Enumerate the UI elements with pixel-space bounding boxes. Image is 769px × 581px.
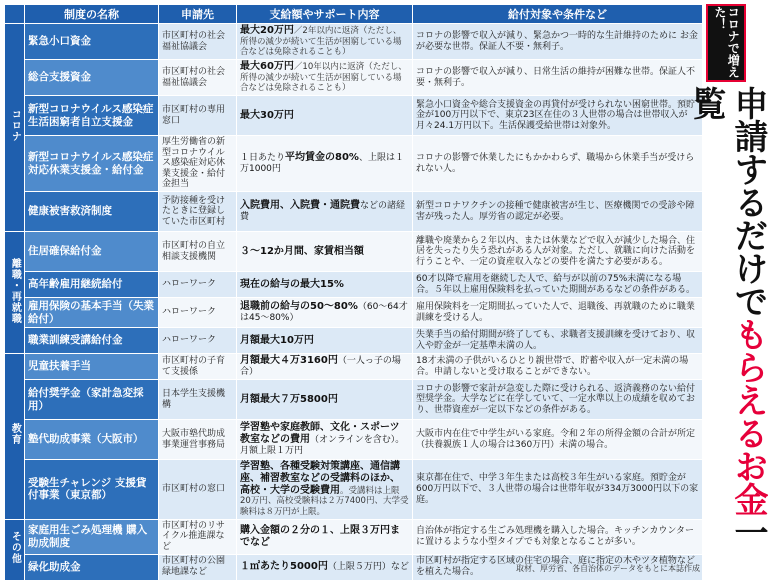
table-row: [5, 460, 703, 520]
row-dept: 市区町村の自立相談支援機関: [159, 232, 237, 272]
row-condition: 失業手当の給付期間が終了しても、求職者支援訓練を受けており、収入や貯金が一定基準未満の人。: [413, 328, 703, 354]
row-support: 学習塾や家庭教師、文化・スポーツ教室などの費用（オンラインを含む）。月額上限１万円: [237, 420, 413, 460]
table-row: [5, 354, 703, 380]
row-dept: 市区町村の専用窓口: [159, 96, 237, 136]
row-support: 最大30万円: [237, 96, 413, 136]
table-row: [5, 328, 703, 354]
category-corona: コロナ: [5, 24, 25, 232]
row-support: 最大60万円／10年以内に返済（ただし、所得の減少が続いて生活が困窮している場合などは免除されることも）: [237, 60, 413, 96]
row-condition: 60才以降で雇用を継続した人で、給与が以前の75%未満になる場合。５年以上雇用保険料を払っていた期間があるなどの条件がある。: [413, 272, 703, 298]
row-condition: 自治体が指定する生ごみ処理機を購入した場合。キッチンカウンターに置けるような小型タイプでも対象となることが多い。: [413, 519, 703, 554]
table-row: [5, 96, 703, 136]
headline-part3: 一覧: [686, 86, 768, 548]
header-support: 支給額やサポート内容: [237, 5, 413, 24]
row-condition: コロナの影響で休業したにもかかわらず、職場から休業手当が受けられない人。: [413, 136, 703, 192]
row-name: 家庭用生ごみ処理機 購入助成制度: [25, 519, 159, 554]
row-name: 給付奨学金（家計急変採用）: [25, 380, 159, 420]
row-support: 入院費用、入院費・通院費などの諸経費: [237, 192, 413, 232]
row-dept: 市区町村の社会福祉協議会: [159, 60, 237, 96]
source-note: 取材、厚労省、各自治体のデータをもとに本誌作成: [516, 564, 700, 573]
row-dept: 市区町村の社会福祉協議会: [159, 24, 237, 60]
table-row: [5, 380, 703, 420]
header-condition: 給付対象や条件など: [413, 5, 703, 24]
side-title: [686, 4, 768, 574]
row-dept: ハローワーク: [159, 298, 237, 328]
row-name: 受験生チャレンジ 支援貸付事業（東京都）: [25, 460, 159, 520]
table-row: [5, 192, 703, 232]
row-name: 塾代助成事業（大阪市）: [25, 420, 159, 460]
row-condition: 東京都在住で、中学３年生または高校３年生がいる家庭。預貯金が600万円以下で、３人世帯の場合は世帯年収が334万3000円以下の家庭。: [413, 460, 703, 520]
benefits-table: [4, 4, 703, 581]
row-support: １日あたり平均賃金の80%、上限は１万1000円: [237, 136, 413, 192]
row-condition: 市区町村が指定する区域の住宅の場合、庭に指定の木やツタ植物などを植えた場合。: [413, 554, 703, 580]
badge: コロナで増えた！: [706, 4, 746, 82]
row-dept: 大阪市塾代助成事業運営事務局: [159, 420, 237, 460]
table-row: [5, 420, 703, 460]
row-support: 月額最大10万円: [237, 328, 413, 354]
headline: [686, 86, 768, 570]
row-condition: コロナの影響で家計が急変した際に受けられる、返済義務のない給付型奨学金。大学などに在学していて、一定水準以上の成績を収めており、世帯資産が一定以下などの条件がある。: [413, 380, 703, 420]
row-name: 新型コロナウイルス感染症 生活困窮者自立支援金: [25, 96, 159, 136]
row-dept: 市区町村の子育て支援係: [159, 354, 237, 380]
row-dept: ハローワーク: [159, 272, 237, 298]
row-support: 現在の給与の最大15%: [237, 272, 413, 298]
category-employ: 離職・再就職: [5, 232, 25, 354]
row-dept: 市区町村のリサイクル推進課など: [159, 519, 237, 554]
row-condition: 新型コロナワクチンの接種で健康被害が生じ、医療機関での受診や障害が残った人。厚労省の認定が必要。: [413, 192, 703, 232]
row-support: 購入金額の２分の１、上限３万円までなど: [237, 519, 413, 554]
row-dept: ハローワーク: [159, 328, 237, 354]
row-condition: 大阪市内在住で中学生がいる家庭。令和２年の所得金額の合計が所定（扶養親族１人の場合は360万円）未満の場合。: [413, 420, 703, 460]
row-condition: コロナの影響で収入が減り、日常生活の維持が困難な世帯。保証人不要・無利子。: [413, 60, 703, 96]
row-dept: 予防接種を受けたときに登録していた市区町村: [159, 192, 237, 232]
table-row: [5, 232, 703, 272]
row-support: 月額最大４万3160円（一人っ子の場合）: [237, 354, 413, 380]
row-name: 緑化助成金: [25, 554, 159, 580]
header-dept: 申請先: [159, 5, 237, 24]
category-edu: 教育: [5, 354, 25, 520]
row-name: 高年齢雇用継続給付: [25, 272, 159, 298]
row-support: 最大20万円／2年以内に返済（ただし、所得の減少が続いて生活が困窮している場合などは免除されることも）: [237, 24, 413, 60]
row-name: 住居確保給付金: [25, 232, 159, 272]
table-row: [5, 519, 703, 554]
row-support: 月額最大７万5800円: [237, 380, 413, 420]
row-support: 退職前の給与の50〜80%（60〜64才は45〜80%）: [237, 298, 413, 328]
table-row: [5, 298, 703, 328]
row-name: 職業訓練受講給付金: [25, 328, 159, 354]
category-other: その他: [5, 519, 25, 580]
row-name: 健康被害救済制度: [25, 192, 159, 232]
row-condition: 雇用保険料を一定期間払っていた人で、退職後、再就職のために職業訓練を受ける人。: [413, 298, 703, 328]
headline-part1: 申請するだけで: [728, 86, 768, 317]
table-row: [5, 272, 703, 298]
row-support: 学習塾、各種受験対策講座、通信講座、補習教室などの受講料のほか、高校・大学の受験費用。受講料は上限20万円、高校受験料は２万7400円、大学受験料は８万円が上限。: [237, 460, 413, 520]
row-dept: 厚生労働省の新型コロナウイルス感染症対応休業支援金・給付金担当: [159, 136, 237, 192]
table-header-row: [5, 5, 703, 24]
table-row: [5, 60, 703, 96]
row-support: １㎡あたり5000円（上限５万円）など: [237, 554, 413, 580]
row-condition: コロナの影響で収入が減り、緊急かつ一時的な生計維持のために お金が必要な世帯。保証人不要・無利子。: [413, 24, 703, 60]
table-row: [5, 24, 703, 60]
row-dept: 日本学生支援機構: [159, 380, 237, 420]
row-condition: 離職や廃業から２年以内、または休業などで収入が減少した場合、住居を失ったり失う恐れがある人が対象。ただし、就職に向けた活動を行うことや、一定の資産収入などの要件を満たす必要がある。: [413, 232, 703, 272]
header-name: 制度の名称: [25, 5, 159, 24]
row-dept: 市区町村の公園緑地課など: [159, 554, 237, 580]
table-row: [5, 136, 703, 192]
row-condition: 18才未満の子供がいるひとり親世帯で、貯蓄や収入が一定未満の場合。申請しないと受け取ることができない。: [413, 354, 703, 380]
row-dept: 市区町村の窓口: [159, 460, 237, 520]
row-name: 緊急小口資金: [25, 24, 159, 60]
row-name: 新型コロナウイルス感染症 対応休業支援金・給付金: [25, 136, 159, 192]
row-name: 総合支援資金: [25, 60, 159, 96]
header-blank: [5, 5, 25, 24]
row-support: ３〜12か月間、家賃相当額: [237, 232, 413, 272]
headline-part2: もらえるお金: [728, 317, 768, 515]
row-name: 雇用保険の基本手当（失業給付）: [25, 298, 159, 328]
row-name: 児童扶養手当: [25, 354, 159, 380]
row-condition: 緊急小口資金や総合支援資金の再貸付が受けられない困窮世帯。預貯金が100万円以下で、東京23区在住の３人世帯の場合は世帯収入が月々24.1万円以下。生活保護受給世帯は対象外。: [413, 96, 703, 136]
